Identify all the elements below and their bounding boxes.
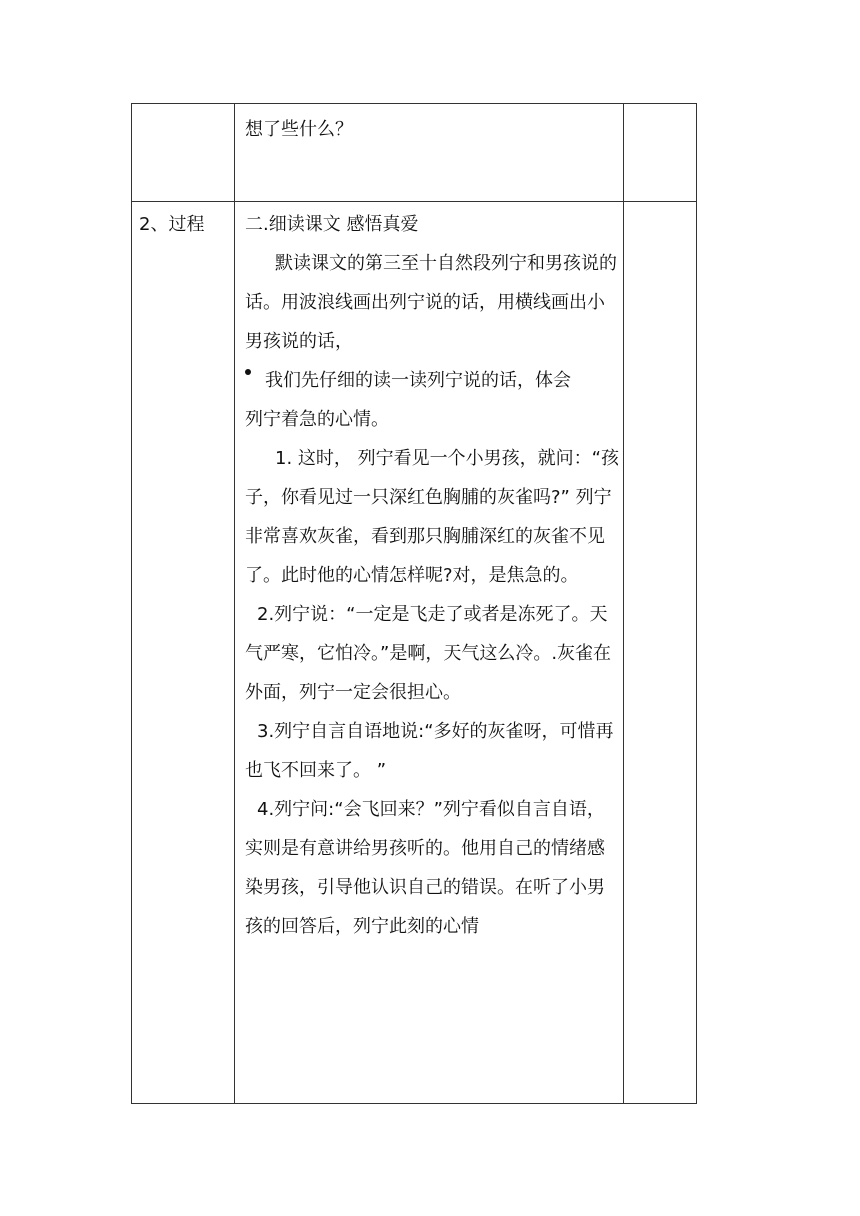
row2-label-cell bbox=[132, 202, 235, 1104]
item-4-paragraph: 4.列宁问:“会飞回来？”列宁看似自言自语，实则是有意讲给男孩听的。他用自己的情绪感染男孩，引导他认识自己的错误。在听了小男孩的回答后，列宁此刻的心情 bbox=[245, 799, 605, 937]
row1-label bbox=[132, 104, 234, 107]
table-row bbox=[132, 104, 697, 202]
stage-label: 2、过程 bbox=[139, 214, 205, 235]
item-3-paragraph: 3.列宁自言自语地说:“多好的灰雀呀，可惜再也飞不回来了。 ” bbox=[245, 721, 614, 781]
lesson-plan-table bbox=[131, 103, 697, 1104]
bullet-first-line: 我们先仔细的读一读列宁说的话，体会 bbox=[265, 370, 571, 391]
row1-content-text: 想了些什么？ bbox=[245, 119, 353, 140]
bullet-continuation: 列宁着急的心情。 bbox=[245, 409, 389, 430]
bullet-paragraph bbox=[245, 361, 621, 400]
row1-label-cell bbox=[132, 104, 235, 202]
row2-note bbox=[624, 202, 696, 205]
table-row bbox=[132, 202, 697, 1104]
item-2-paragraph: 2.列宁说：“一定是飞走了或者是冻死了。天气严寒，它怕冷。”是啊，天气这么冷。.灰雀在外面，列宁一定会很担心。 bbox=[245, 604, 612, 703]
bullet-icon bbox=[245, 369, 251, 375]
row1-note bbox=[624, 104, 696, 110]
row1-content-cell bbox=[235, 104, 624, 202]
intro-paragraph: 默读课文的第三至十自然段列宁和男孩说的话。用波浪线画出列宁说的话，用横线画出小男孩说的话， bbox=[245, 253, 617, 352]
item-1-paragraph: 1. 这时， 列宁看见一个小男孩，就问：“孩子，你看见过一只深红色胸脯的灰雀吗?” 列宁非常喜欢灰雀，看到那只胸脯深红的灰雀不见了。此时他的心情怎样呢?对，是焦急的。 bbox=[245, 448, 619, 586]
row2-content-cell bbox=[235, 202, 624, 1104]
row2-note-cell bbox=[624, 202, 697, 1104]
section-heading: 二.细读课文 感悟真爱 bbox=[245, 214, 419, 235]
row1-note-cell bbox=[624, 104, 697, 202]
